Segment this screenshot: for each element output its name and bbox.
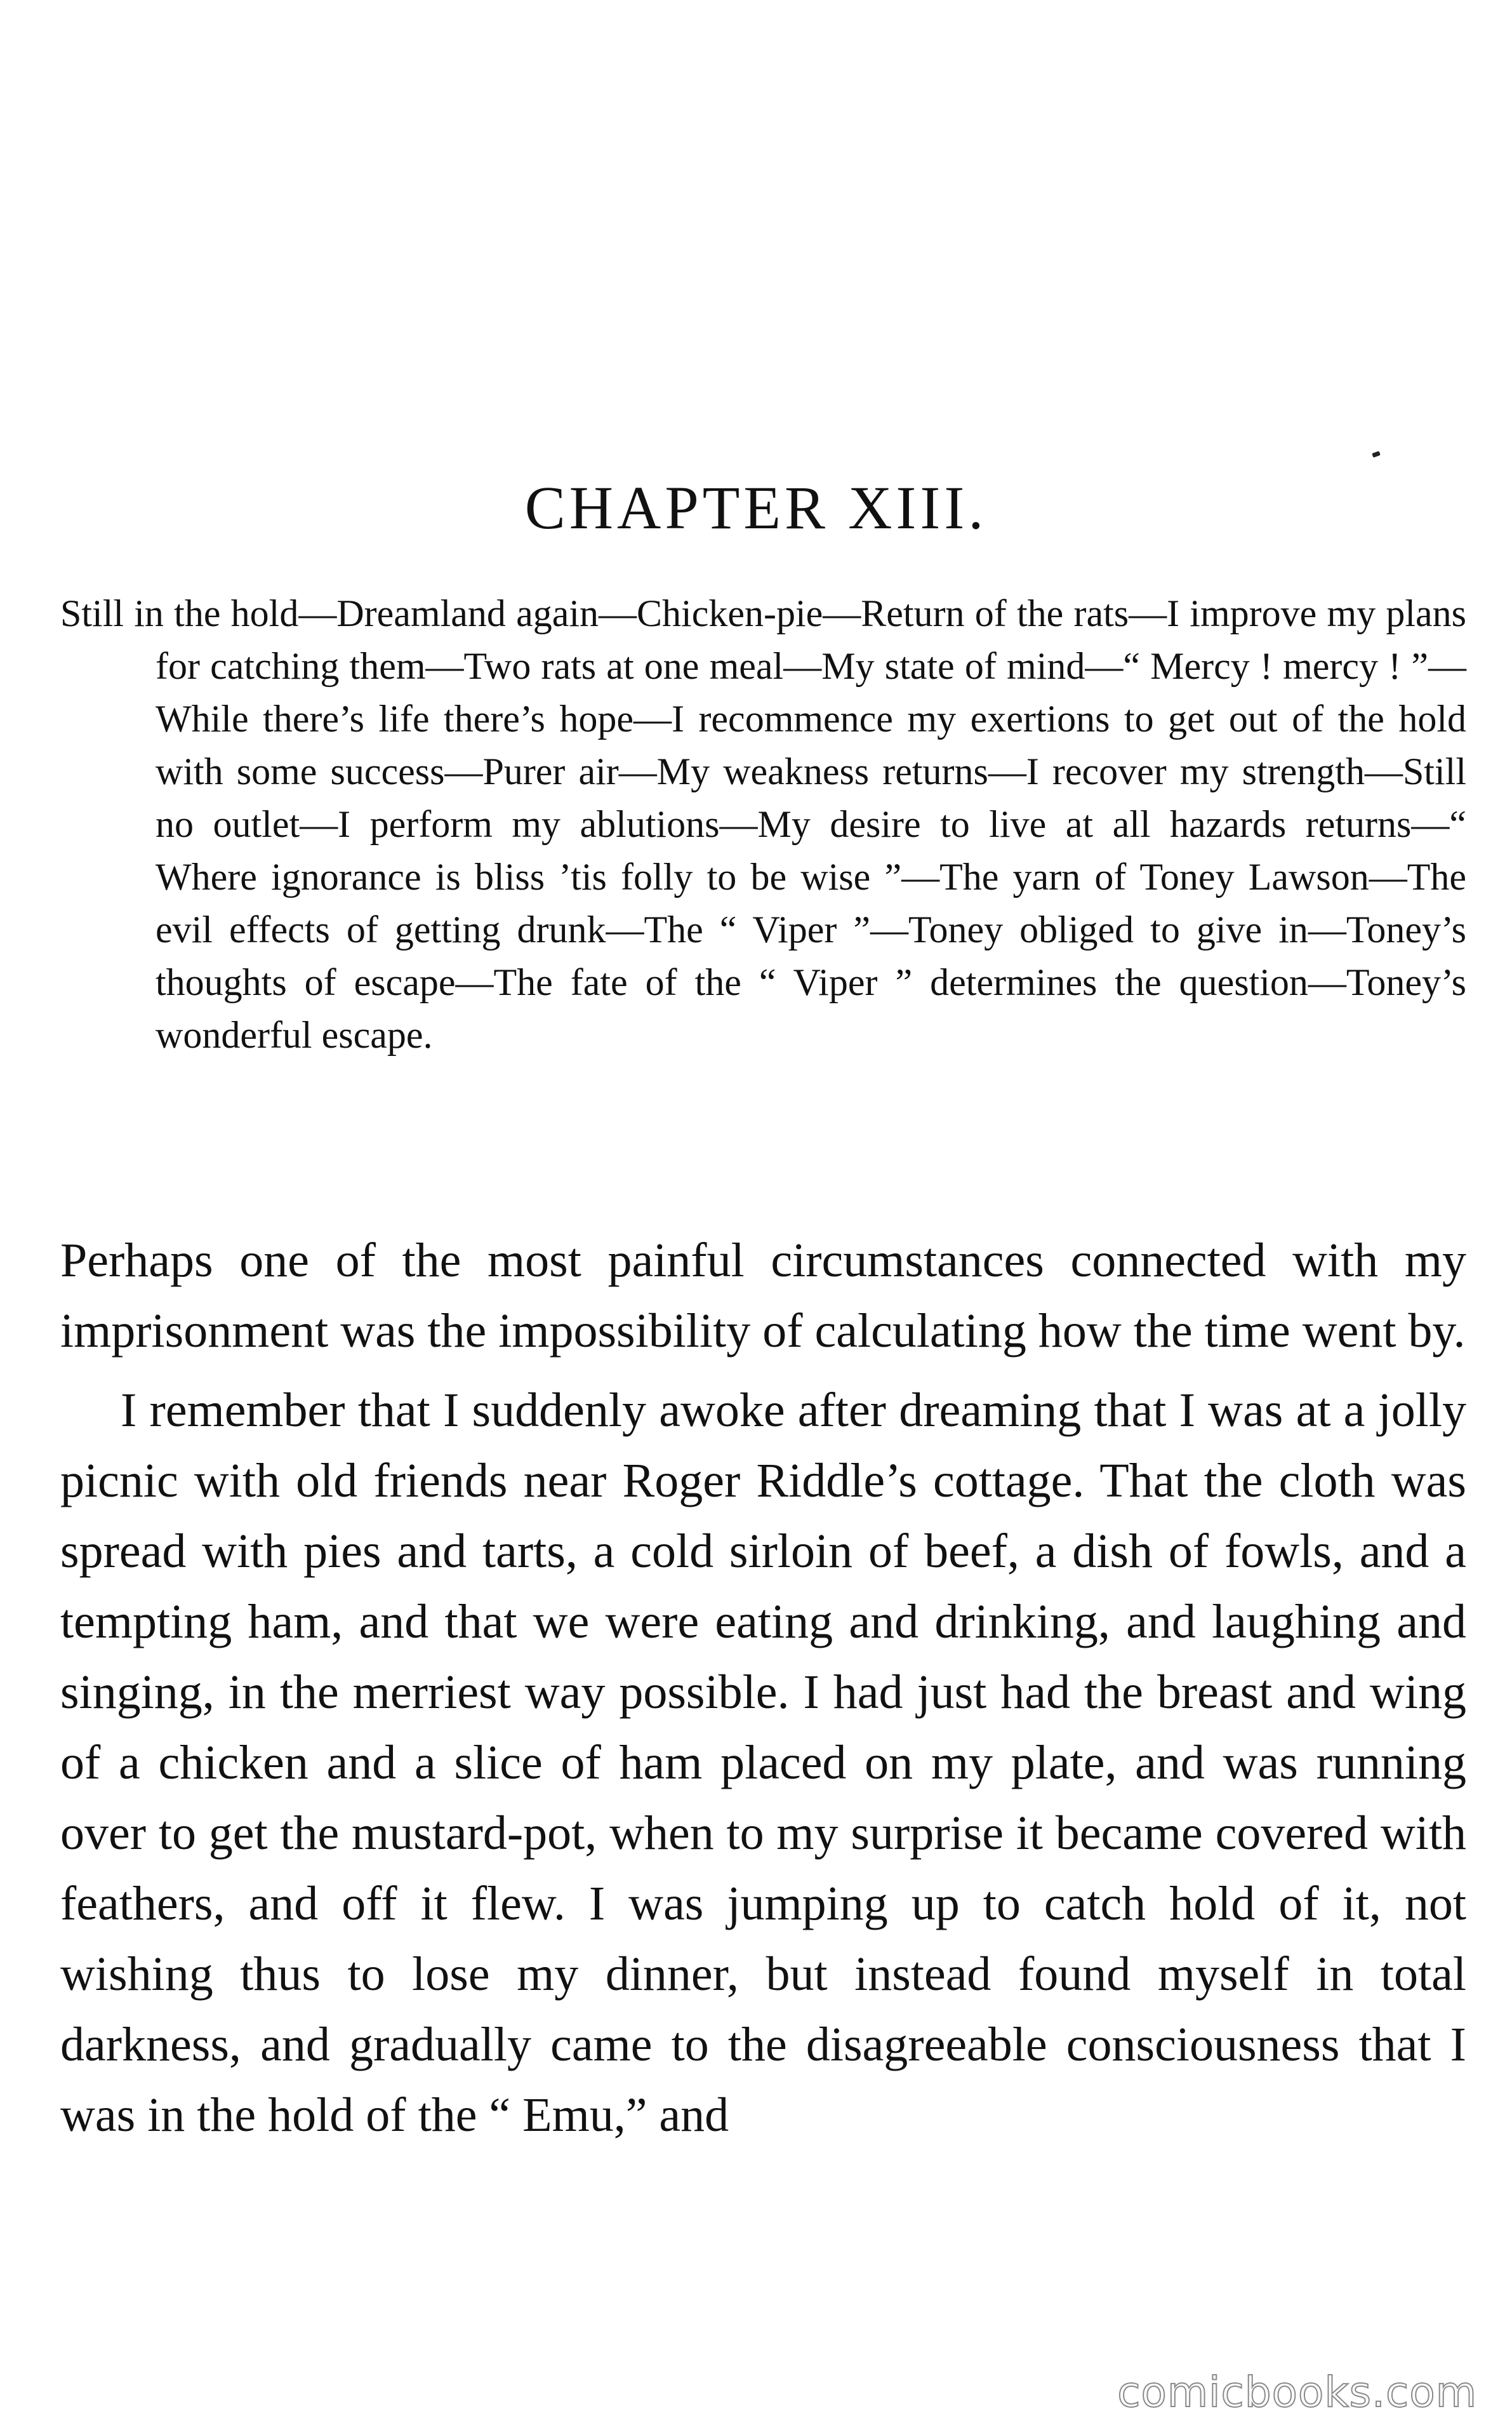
paragraph: I remember that I suddenly awoke after dreaming that I was at a jolly picnic with old friends near Roger Riddle’s cottage. That the cloth was spread with pies and tarts, a cold sirloin of beef, a dish of fowls, and a tempting ham, and that we were eating and drinking, and laughing and singing, in the merriest way possible. I had just had the breast and wing of a chicken and a slice of ham placed on my plate, and was running over to get the mustard-pot, when to my surprise it became covered with feathers, and off it flew. I was jumping up to catch hold of it, not wishing thus to lose my dinner, but instead found myself in total darkness, and gradually came to the disagreeable consciousness that I was in the hold of the “ Emu,” and (60, 1384, 1466, 2142)
paragraph: Perhaps one of the most painful circumstances connected with my imprisonment was the impossibility of calculating how the time went by. (60, 1234, 1466, 1358)
body-text (60, 1225, 1466, 2159)
stray-ink-mark (1372, 451, 1381, 458)
chapter-summary: Still in the hold—Dreamland again—Chicken-pie—Return of the rats—I improve my plans for catching them—Two rats at one meal—My state of mind—“ Mercy ! mercy ! ”—While there’s life there’s hope—I recommence my exertions to get out of the hold with some success—Purer air—My weakness returns—I recover my strength—Still no outlet—I perform my ablutions—My desire to live at all hazards returns—“ Where ignorance is bliss ’tis folly to be wise ”—The yarn of Toney Lawson—The evil effects of getting drunk—The “ Viper ”—Toney obliged to give in—Toney’s thoughts of escape—The fate of the “ Viper ” determines the question—Toney’s wonderful escape. (60, 592, 1466, 1056)
watermark-logo: comicbooks.com (1117, 2368, 1477, 2417)
chapter-title: CHAPTER XIII. (524, 474, 988, 542)
